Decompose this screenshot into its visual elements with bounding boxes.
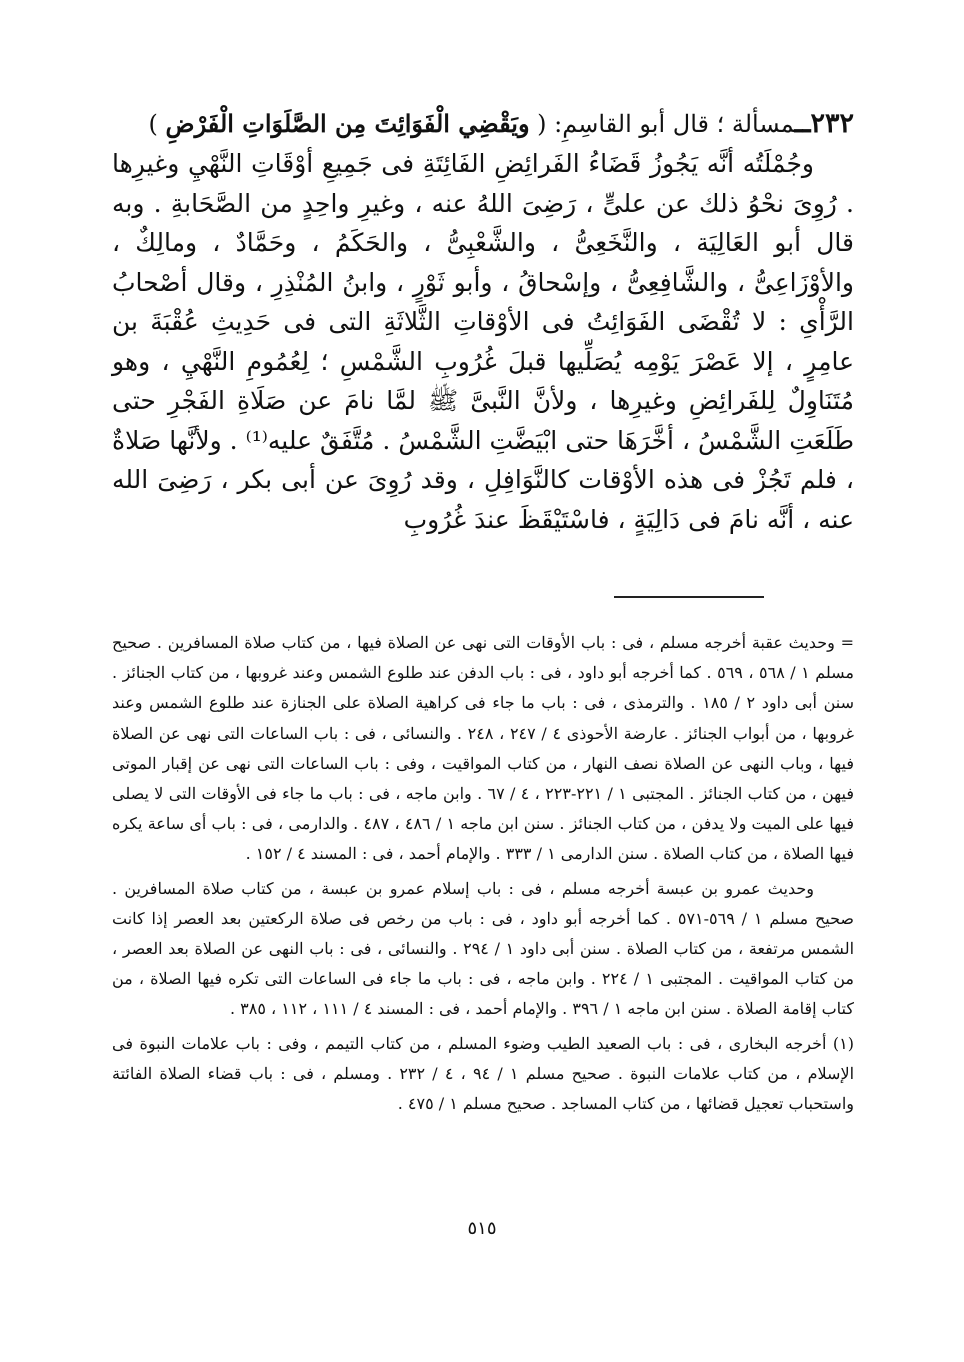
footnote-1: (١) أخرجه البخارى ، فى : باب الصعيد الطيب وضوء المسلم ، من كتاب التيمم ، وفى : باب علامات النبوة فى الإسلام ، من كتاب علامات النبوة . صحيح مسلم ١ / ٩٤ ، ٤ / ٢٣٢ . ومسلم ، فى : باب قضاء الصلاة الفائتة واستحباب تعجيل قضائها ، من كتاب المساجد . صحيح مسلم ١ / ٤٧٥ . [112,1033,855,1114]
footnote-paragraph: وحديث عمرو بن عبسة أخرجه مسلم ، فى : باب إسلام عمرو بن عبسة ، من كتاب صلاة المسافرين . صحيح مسلم ١ / ٥٦٩-٥٧١ . كما أخرجه أبو داود ، فى : باب من رخص فى صلاة الركعتين بعد العصر إذا كانت الشمس مرتفعة ، من كتاب الصلاة . سنن أبى داود ١ / ٢٩٤ . والنسائى ، فى : باب النهى عن الصلاة بعد العصر ، من كتاب المواقيت . المجتبى ١ / ٢٢٤ . وابن ماجه ، فى : باب ما جاء فى الساعات التى تكره فيها الصلاة ، من كتاب إقامة الصلاة . سنن ابن ماجه ١ / ٣٩٦ . والإمام أحمد ، فى : المسند ٤ / ١١١ ، ١١٢ ، ٣٨٥ . [112,878,855,1019]
issue-quote: ويَقْضِي الْفَوَائِتَ مِن الصَّلَوَاتِ الْفَرْضِ [165,109,530,138]
issue-number: ٢٣٢ [810,108,854,139]
issue-prefix: مسألة ؛ قال أبو القاسِمِ: ( [529,110,795,138]
footnotes [112,628,854,1123]
issue-suffix: ) [148,110,166,138]
issue-dash: ــ [794,108,811,139]
page-number: ٥١٥ [467,1218,497,1239]
issue-heading [112,104,854,144]
footnote-separator [614,596,764,598]
body-paragraph: وجُمْلَتُه أنَّه يَجُوزُ قَضَاءُ الفَرائِضِ الفَائِتَةِ فى جَمِيعِ أوْقَاتِ النَّهْيِ وغيرِها . رُوِىَ نحْوُ ذلك عن علىٍّ ، رَضِىَ اللهُ عنه ، وغيرِ واحِدٍ من الصَّحَابةِ . وبه قال أبو العَالِيَة ، والنَّخَعِىُّ ، والشَّعْبِىُّ ، والحَكَمُ ، وحَمَّادٌ ، ومالِكٌ ، والأوْزَاعِىُّ ، والشَّافِعِىُّ ، وإسْحاقُ ، وأبو ثَوْرٍ ، وابنُ المُنْذِرِ ، وقال أصْحابُ الرَّأْىِ : لا تُقْضَى الفَوَائِتُ فى الأوْقاتِ الثَّلاثَةِ التى فى حَدِيثِ عُقْبَةَ بن عامِرٍ ، إلا عَصْرَ يَوْمِه يُصَلِّيها قبلَ غُرُوبِ الشَّمْسِ ؛ لِعُمُومِ النَّهْيِ ، وهو مُتَنَاوِلٌ لِلفَرائِضِ وغيرِها ، ولأنَّ النَّبىَّ ﷺ لمَّا نامَ عن صَلَاةِ الفَجْرِ حتى طَلَعَتِ الشَّمْسُ ، أخَّرَهَا حتى ابْيَضَّتِ الشَّمْسُ . مُتَّفَقٌ عليه⁽¹⁾ . ولأنَّها صَلاةٌ ، فلم تَجُزْ فى هذه الأوْقات كالنَّوَافِلِ ، وقد رُوِىَ عن أبى بكر ، رَضِىَ الله عنه ، أنَّه نامَ فى دَالِيَةٍ ، فاسْتَيْقَظَ عندَ غُرُوبِ [112,149,854,534]
footnote-continuation: = وحديث عقبة أخرجه مسلم ، فى : باب الأوقات التى نهى عن الصلاة فيها ، من كتاب صلاة المسافرين . صحيح مسلم ١ / ٥٦٨ ، ٥٦٩ . كما أخرجه أبو داود ، فى : باب الدفن عند طلوع الشمس وعند غروبها ، من كتاب الجنائز . سنن أبى داود ٢ / ١٨٥ . والترمذى ، فى : باب ما جاء فى كراهية الصلاة على الجنازة عند طلوع الشمس وعند غروبها ، من أبواب الجنائز . عارضة الأحوذى ٤ / ٢٤٧ ، ٢٤٨ . والنسائى ، فى : باب الساعات التى نهى عن الصلاة فيها ، وباب النهى عن الصلاة نصف النهار ، من كتاب المواقيت ، وفى : باب الساعات التى نهى عن إقبار الموتى فيهن ، من كتاب الجنائز . المجتبى ١ / ٢٢١-٢٢٣ ، ٤ / ٦٧ . وابن ماجه ، فى : باب ما جاء فى الأوقات التى لا يصلى فيها على الميت ولا يدفن ، من كتاب الجنائز . سنن ابن ماجه ١ / ٤٨٦ ، ٤٨٧ . والدارمى ، فى : باب أى ساعة يكره فيها الصلاة ، من كتاب الصلاة . سنن الدارمى ١ / ٣٣٣ . والإمام أحمد ، فى : المسند ٤ / ١٥٢ . [112,633,855,864]
main-text-block [112,104,854,539]
